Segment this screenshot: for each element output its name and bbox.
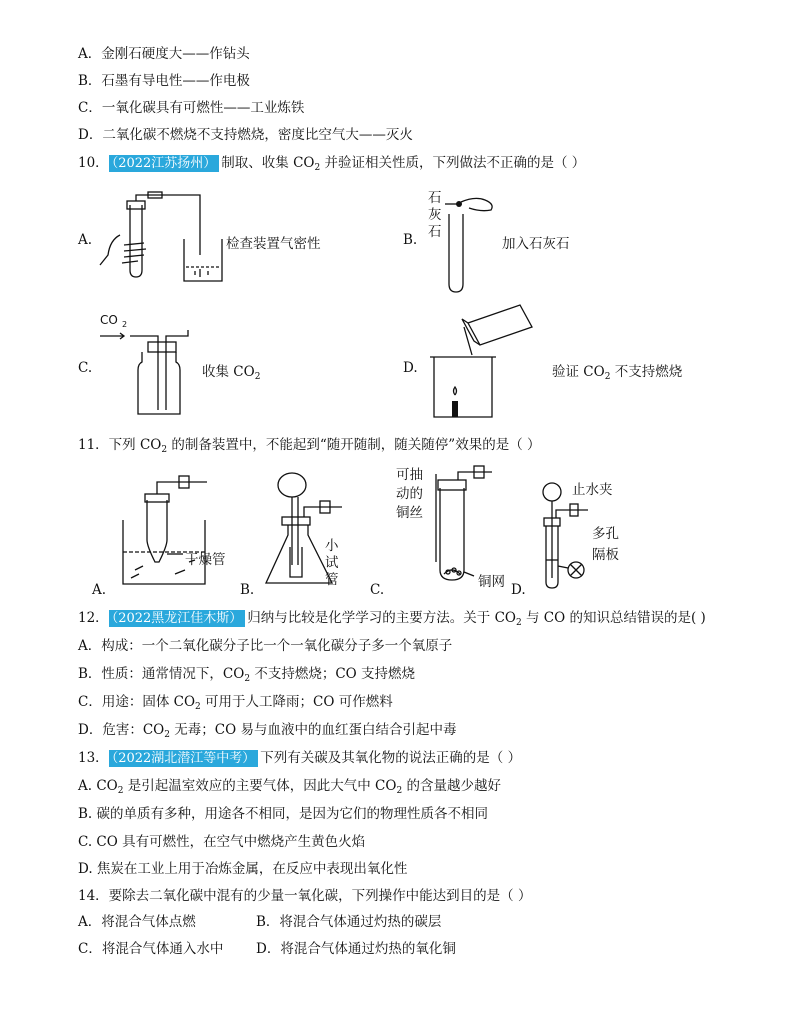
q9-option-c: C．一氧化碳具有可燃性——工业炼铁 xyxy=(78,100,305,116)
svg-text:CO: CO xyxy=(100,313,118,327)
q9-option-d: D．二氧化碳不燃烧不支持燃烧，密度比空气大——灭火 xyxy=(78,127,413,143)
q12-source-tag: （2022黑龙江佳木斯） xyxy=(109,610,246,627)
q10-option-b-letter: B. xyxy=(403,232,418,248)
q9-option-b: B．石墨有导电性——作电极 xyxy=(78,73,250,89)
q9-option-a: A．金刚石硬度大——作钻头 xyxy=(78,46,250,62)
limestone-test-tube-diagram xyxy=(445,192,505,292)
gas-washing-bottle-diagram xyxy=(100,312,200,422)
copper-wire-label: 可抽 动的 铜丝 xyxy=(396,467,423,521)
q14-option-b: B．将混合气体通过灼热的碳层 xyxy=(256,914,442,930)
q10-option-a-text: 检查装置气密性 xyxy=(226,236,321,252)
svg-text:2: 2 xyxy=(122,320,128,329)
q14-option-c: C．将混合气体通入水中 xyxy=(78,941,224,957)
q12-stem: 12． （2022黑龙江佳木斯） 归纳与比较是化学学习的主要方法。关于 $CO_2$ 与 CO 的知识总结错误的是( ) xyxy=(78,610,706,628)
q13-option-b: B. 碳的单质有多种，用途各不相同，是因为它们的物理性质各不相同 xyxy=(78,806,489,822)
small-test-tube-label: 小 试 管 xyxy=(325,538,339,588)
drying-tube-label: 干燥管 xyxy=(185,552,226,568)
q14-stem: 14．要除去二氧化碳中混有的少量一氧化碳，下列操作中能达到目的是（ ） xyxy=(78,888,532,904)
q13-option-a: A. $CO_2$ 是引起温室效应的主要气体，因此大气中 $CO_2$ 的含量越少越好 xyxy=(78,778,501,796)
q13-source-tag: （2022湖北潜江等中考） xyxy=(109,750,259,767)
q12-option-c: C．用途：固体 $CO_2$ 可用于人工降雨；CO 可作燃料 xyxy=(78,694,393,712)
q10-option-d-letter: D. xyxy=(403,360,418,376)
q11-letter-d: D. xyxy=(511,582,526,598)
q10-option-d-text: 验证 $CO_2$ 不支持燃烧 xyxy=(552,364,683,382)
q11-apparatus-a xyxy=(115,470,225,590)
q11-stem: 11．下列 $CO_2$ 的制备装置中，不能起到“随开随制，随关随停”效果的是（ ） xyxy=(78,437,541,455)
q10-option-c-text: 收集 $CO_2$ xyxy=(202,364,261,382)
q10-stem: 10． （2022江苏扬州） 制取、收集 $CO_2$ 并验证相关性质，下列做法不正确的是（ ） xyxy=(78,155,586,173)
water-clamp-label: 止水夹 xyxy=(572,482,613,498)
q14-option-a: A．将混合气体点燃 xyxy=(78,914,196,930)
q11-letter-b: B. xyxy=(240,582,255,598)
q10-number: 10． xyxy=(78,155,109,171)
copper-mesh-label: 铜网 xyxy=(478,574,505,590)
q12-option-b: B．性质：通常情况下，$CO_2$ 不支持燃烧；CO 支持燃烧 xyxy=(78,666,416,684)
q10-option-b-text: 加入石灰石 xyxy=(502,236,570,252)
q11-apparatus-c xyxy=(430,462,500,587)
q10-source-tag: （2022江苏扬州） xyxy=(109,155,220,172)
q13-option-c: C. CO 具有可燃性，在空气中燃烧产生黄色火焰 xyxy=(78,834,366,850)
q14-option-d: D．将混合气体通过灼热的氧化铜 xyxy=(256,941,456,957)
q10-option-a-letter: A. xyxy=(78,232,93,248)
porous-plate-label: 多孔 隔板 xyxy=(592,526,619,563)
candle-beaker-diagram xyxy=(428,315,548,420)
q11-letter-a: A. xyxy=(92,582,107,598)
q12-option-d: D．危害：$CO_2$ 无毒；CO 易与血液中的血红蛋白结合引起中毒 xyxy=(78,722,457,740)
q13-stem: 13． （2022湖北潜江等中考） 下列有关碳及其氧化物的说法正确的是（ ） xyxy=(78,750,522,766)
airtightness-check-diagram xyxy=(100,195,230,295)
limestone-label: 石 灰 石 xyxy=(428,190,442,240)
q13-option-d: D. 焦炭在工业上用于冶炼金属，在反应中表现出氧化性 xyxy=(78,861,408,877)
q11-letter-c: C. xyxy=(370,582,385,598)
q10-option-c-letter: C. xyxy=(78,360,93,376)
q12-option-a: A．构成：一个二氧化碳分子比一个一氧化碳分子多一个氧原子 xyxy=(78,638,453,654)
